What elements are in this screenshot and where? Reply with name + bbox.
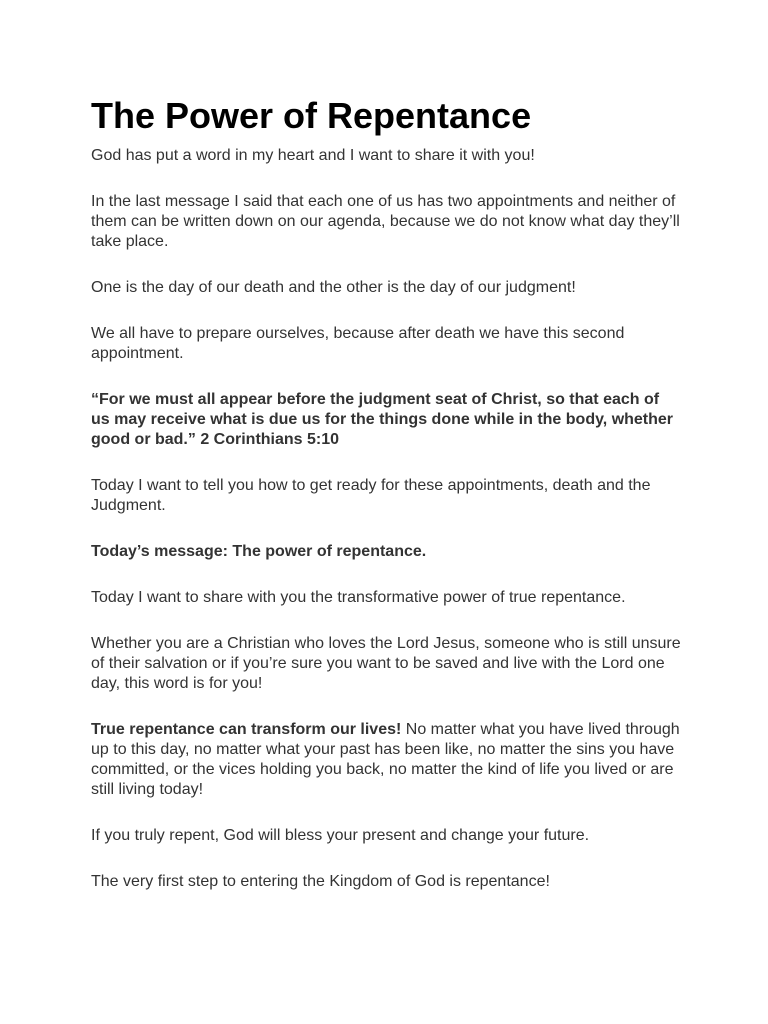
paragraph-text: God has put a word in my heart and I want to share it with you! <box>91 147 535 164</box>
paragraph-text: Today I want to tell you how to get ready for these appointments, death and the Judgment. <box>91 477 651 514</box>
paragraph-text: We all have to prepare ourselves, because after death we have this second appointment. <box>91 325 625 362</box>
paragraph-first-step <box>91 872 681 892</box>
paragraph-transformative <box>91 588 681 608</box>
paragraph-text: One is the day of our death and the other is the day of our judgment! <box>91 279 576 296</box>
message-heading-text: Today’s message: The power of repentance. <box>91 543 427 560</box>
paragraph-appointments <box>91 192 681 252</box>
paragraph-text: Today I want to share with you the transformative power of true repentance. <box>91 589 626 606</box>
paragraph-death-judgment <box>91 278 681 298</box>
document-page <box>91 96 681 918</box>
paragraph-get-ready <box>91 476 681 516</box>
scripture-quote-text: “For we must all appear before the judgment seat of Christ, so that each of us may receive what is due us for the things done while in the body, whether good or bad.” 2 Corinthians 5:10 <box>91 391 674 448</box>
paragraph-audience <box>91 634 681 694</box>
paragraph-prepare <box>91 324 681 364</box>
paragraph-intro <box>91 146 681 166</box>
paragraph-true-repentance <box>91 720 681 800</box>
paragraph-text: Whether you are a Christian who loves the Lord Jesus, someone who is still unsure of their salvation or if you’re sure you want to be saved and live with the Lord one day, this word is for you! <box>91 635 681 692</box>
document-title: The Power of Repentance <box>91 95 532 136</box>
paragraph-text: No matter what you have lived through up to this day, no matter what your past has been like, no matter the sins you have committed, or the vices holding you back, no matter the kind of life you lived or are still living today! <box>91 721 680 798</box>
scripture-quote <box>91 390 681 450</box>
paragraph-text: The very first step to entering the Kingdom of God is repentance! <box>91 873 550 890</box>
paragraph-text: In the last message I said that each one of us has two appointments and neither of them can be written down on our agenda, because we do not know what day they’ll take place. <box>91 193 680 250</box>
paragraph-text: If you truly repent, God will bless your present and change your future. <box>91 827 590 844</box>
paragraph-blessing <box>91 826 681 846</box>
message-heading <box>91 542 681 562</box>
emphasis-text: True repentance can transform our lives! <box>91 721 402 738</box>
